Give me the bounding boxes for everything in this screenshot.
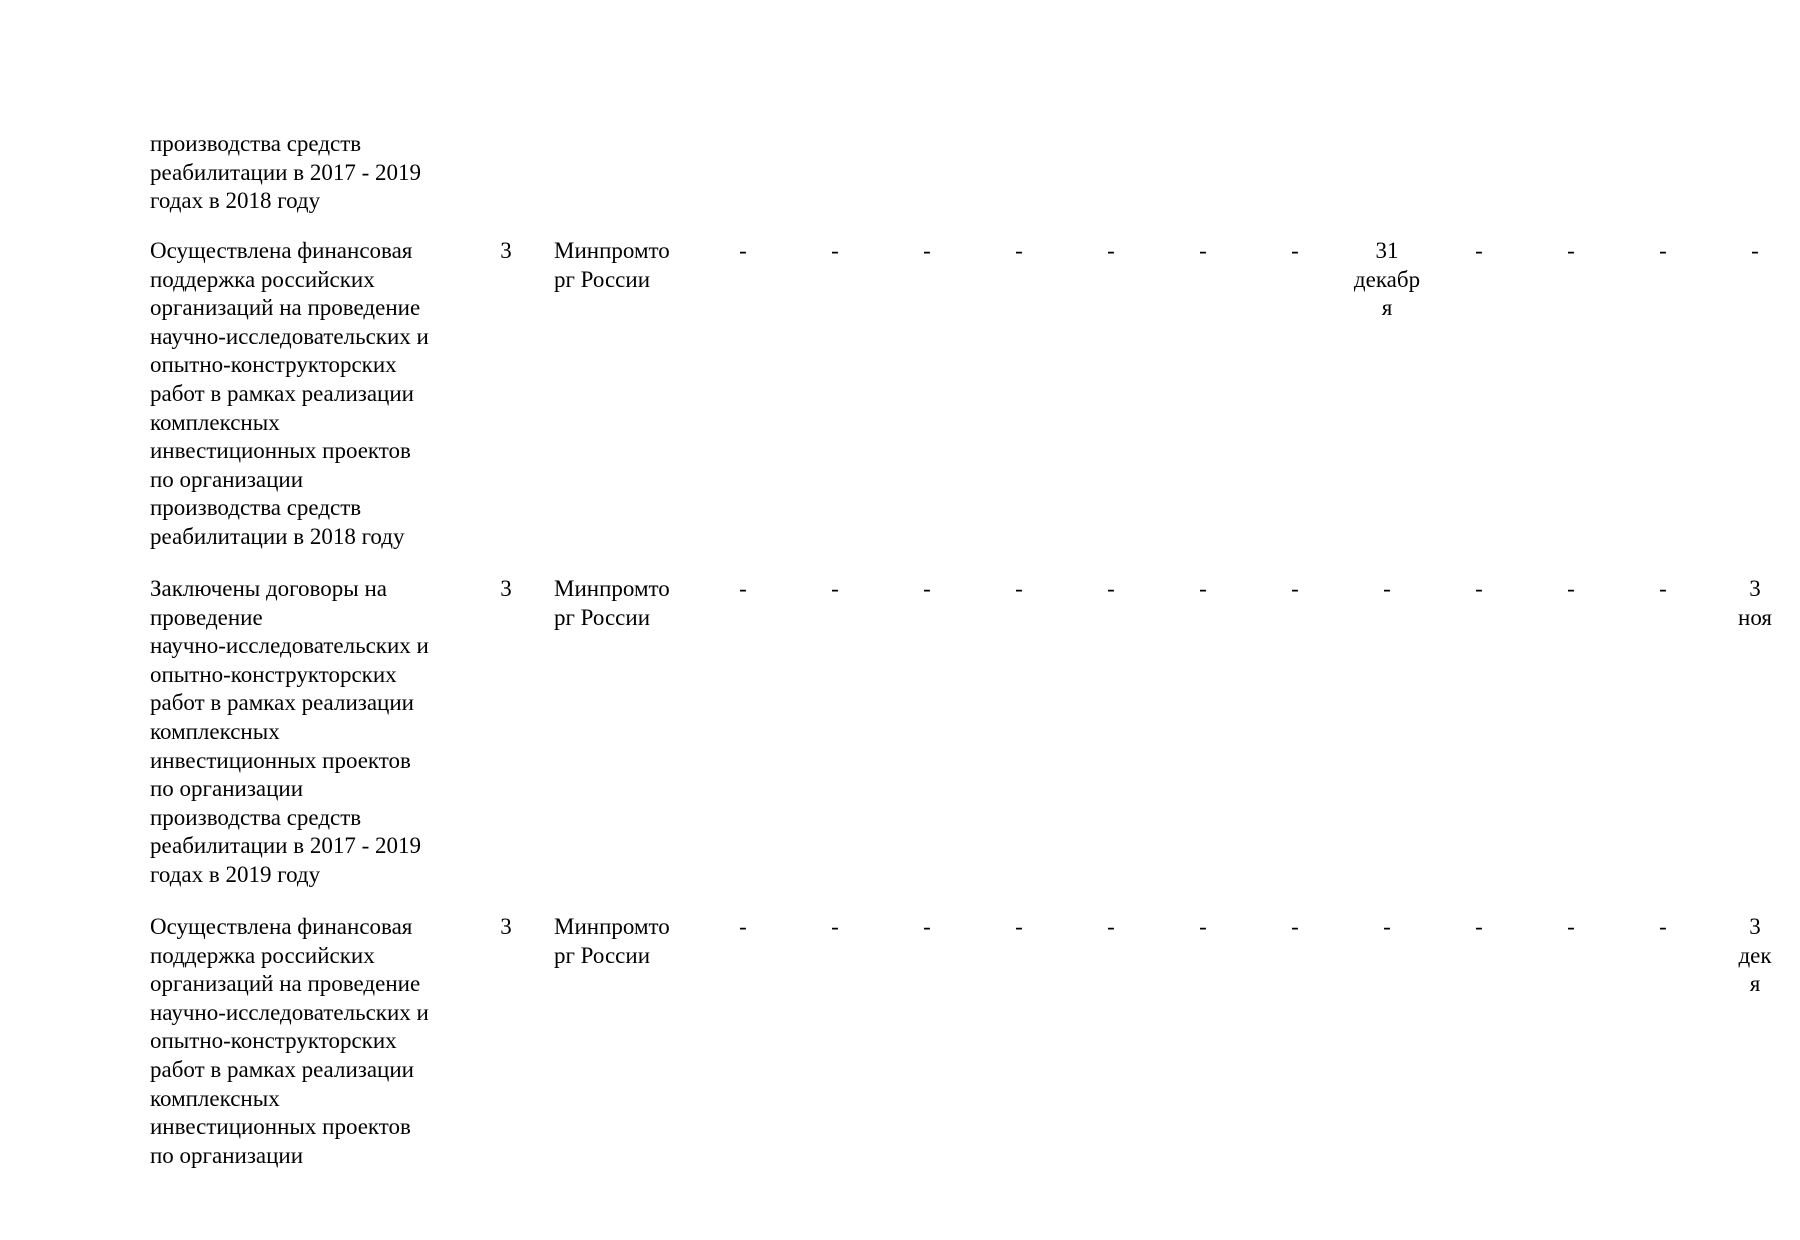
quarter-cell: - — [1751, 238, 1759, 263]
event-description: производства средств реабилитации в 2017 - 2019 годах в 2018 году — [150, 131, 421, 214]
quarter-cell: - — [1107, 576, 1115, 601]
responsible-executor: Минпромто рг России — [554, 238, 670, 292]
quarter-cell: - — [1659, 238, 1667, 263]
quarter-cell: 3 ноя — [1738, 576, 1772, 630]
quarter-cell: - — [1567, 576, 1575, 601]
quarter-cell: - — [1199, 238, 1207, 263]
event-number: 3 — [500, 576, 512, 601]
quarter-cell: - — [739, 238, 747, 263]
responsible-executor: Минпромто рг России — [554, 914, 670, 968]
responsible-executor: Минпромто рг России — [554, 576, 670, 630]
quarter-cell: - — [1383, 576, 1391, 601]
quarter-cell: - — [831, 576, 839, 601]
quarter-cell: - — [1291, 576, 1299, 601]
quarter-cell: - — [1015, 576, 1023, 601]
quarter-cell: - — [831, 914, 839, 939]
quarter-cell: - — [923, 576, 931, 601]
quarter-cell: - — [739, 914, 747, 939]
quarter-cell: - — [739, 576, 747, 601]
quarter-cell: - — [1475, 914, 1483, 939]
quarter-cell: - — [1291, 238, 1299, 263]
event-description: Осуществлена финансовая поддержка российских организаций на проведение научно-исследовательских и опытно-конструкторских работ в рамках реализации комплексных инвестиционных проектов по организации — [150, 914, 429, 1168]
quarter-cell: - — [1199, 576, 1207, 601]
quarter-cell: - — [1291, 914, 1299, 939]
quarter-cell: - — [923, 914, 931, 939]
event-number: 3 — [500, 238, 512, 263]
quarter-cell: - — [1567, 238, 1575, 263]
quarter-cell: - — [1475, 576, 1483, 601]
quarter-cell: - — [1659, 914, 1667, 939]
event-description: Осуществлена финансовая поддержка российских организаций на проведение научно-исследовательских и опытно-конструкторских работ в рамках реализации комплексных инвестиционных проектов по организации производства средств реабилитации в 2018 году — [150, 238, 429, 549]
quarter-cell: - — [1567, 914, 1575, 939]
event-description: Заключены договоры на проведение научно-исследовательских и опытно-конструкторских работ в рамках реализации комплексных инвестиционных проектов по организации производства средств реабилитации в 2017 - 2019 годах в 2019 году — [150, 576, 429, 887]
quarter-cell: 3 дек я — [1738, 914, 1772, 997]
quarter-cell: - — [1659, 576, 1667, 601]
quarter-cell: - — [1107, 914, 1115, 939]
quarter-cell: - — [1107, 238, 1115, 263]
event-number: 3 — [500, 914, 512, 939]
quarter-cell: - — [1199, 914, 1207, 939]
quarter-cell: - — [1015, 238, 1023, 263]
quarter-cell: - — [831, 238, 839, 263]
quarter-cell: - — [1383, 914, 1391, 939]
quarter-cell: 31 декабр я — [1353, 238, 1421, 321]
quarter-cell: - — [1015, 914, 1023, 939]
quarter-cell: - — [1475, 238, 1483, 263]
quarter-cell: - — [923, 238, 931, 263]
